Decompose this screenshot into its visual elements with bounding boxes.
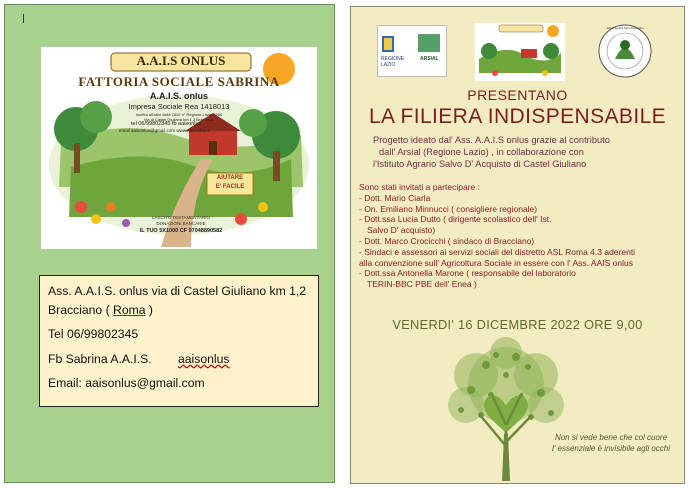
logo-small1: Iscritta all'albo delle ODV n° Regione Lazio 1266 — [135, 112, 223, 117]
address-city-prefix: Bracciano ( — [48, 303, 114, 317]
invited-item: - Dott. Mario Ciarla — [359, 192, 431, 203]
logo-sign-2: E' FACILE — [215, 184, 245, 190]
intro-paragraph — [373, 134, 673, 170]
address-line-2 — [48, 303, 153, 317]
logo-regione-lazio-text: REGIONE LAZIO — [381, 56, 405, 68]
invited-list — [359, 182, 679, 290]
logo-tel: tel 06/99802345 fb aaisonlus — [131, 121, 202, 127]
tree-illustration — [436, 335, 576, 481]
closing-quote — [541, 432, 681, 454]
logo-top-banner: A.A.I.S ONLUS — [136, 53, 226, 68]
aais-small-logo-drawing — [475, 23, 565, 81]
logo-foot-1: LASCITO TESTAMENTARIO — [152, 215, 210, 220]
fattoria-logo-image — [41, 47, 317, 249]
istituto-agrario-seal-icon — [597, 23, 653, 79]
address-line-1: Ass. A.A.I.S. onlus via di Castel Giuliano km 1,2 — [48, 284, 307, 298]
intro-line: l'Istituto Agrario Salvo D' Acquisto di Castel Giuliano — [373, 159, 587, 169]
invited-item: TERIN-BBC PBE dell' Enea ) — [367, 279, 477, 290]
invited-item: alla convenzione sull' Agricoltura Sociale in essere con l' Ass. AAIS onlus — [359, 257, 633, 268]
invited-item: - On. Emiliano Minnucci ( consigliere regionale) — [359, 203, 538, 214]
invited-item: - Sindaci e assessori ai servizi sociali del distretto ASL Roma 4.3 aderenti — [359, 246, 636, 257]
address-tel: Tel 06/99802345 — [48, 327, 139, 341]
logo-foot-2: DONAZIONI BANCARIE — [156, 221, 206, 226]
logo-email: email aaisonlus@gmail.com www.aaisonlus.it — [119, 128, 210, 133]
regione-lazio-emblem-icon — [378, 26, 446, 76]
istituto-agrario-logo — [597, 23, 653, 79]
quote-line: l' essenziale è invisibile agli occhi — [551, 444, 671, 453]
main-title: LA FILIERA INDISPENSABILE — [368, 105, 667, 128]
left-page — [4, 4, 335, 483]
address-email: Email: aaisonlus@gmail.com — [48, 376, 205, 390]
presentano-heading: PRESENTANO — [467, 87, 568, 103]
invited-heading: Sono stati invitati a partecipare : — [359, 182, 480, 192]
address-fb-label: Fb Sabrina A.A.I.S. — [48, 352, 152, 366]
invited-item: - Dott. Marco Crocicchi ( sindaco di Bracciano) — [359, 235, 535, 246]
quote-line: Non si vede bene che col cuore — [554, 433, 668, 442]
intro-line: dall' Arsial (Regione Lazio) , in collaborazione con — [379, 147, 584, 157]
regione-lazio-arsial-logo — [377, 25, 447, 77]
aais-small-logo — [475, 23, 565, 81]
heart-tree-icon — [436, 335, 576, 481]
logo-reg: Impresa Sociale Rea 1418013 — [128, 102, 230, 111]
partner-logos-row — [351, 23, 684, 83]
invited-item: - Dott.ssa Antonella Marone ( responsabile del laboratorio — [359, 268, 576, 279]
invited-item: Salvo D' acquisto) — [367, 225, 436, 236]
invited-item: - Dott.ssa Lucia Dutto ( dirigente scolastico dell' Ist. — [359, 214, 552, 225]
logo-foot-3: IL TUO 5X1000 CF 97048890582 — [139, 228, 223, 234]
logo-arc-text: FATTORIA SOCIALE SABRINA — [78, 74, 280, 89]
intro-line: Progetto ideato dal' Ass. A.A.I.S onlus grazie al contributo — [373, 135, 610, 145]
address-city: Roma — [113, 303, 146, 317]
text-cursor — [23, 14, 24, 23]
address-box — [39, 275, 319, 407]
right-page — [350, 6, 685, 484]
logo-school-text: Istituto Agrario Salvo D'Acquisto — [606, 27, 644, 30]
logo-sign-1: AIUTARE — [216, 175, 244, 181]
address-fb-handle: aaisonlus — [178, 352, 230, 366]
logo-name: A.A.I.S. onlus — [149, 91, 208, 101]
logo-arsial-text: ARSIAL — [420, 56, 439, 62]
logo-small2: Via di Castel Giuliano km 1,2 Bracciano — [143, 117, 215, 122]
event-date: VENERDI' 16 DICEMBRE 2022 ORE 9,00 — [392, 317, 643, 332]
address-city-suffix: ) — [145, 303, 153, 317]
